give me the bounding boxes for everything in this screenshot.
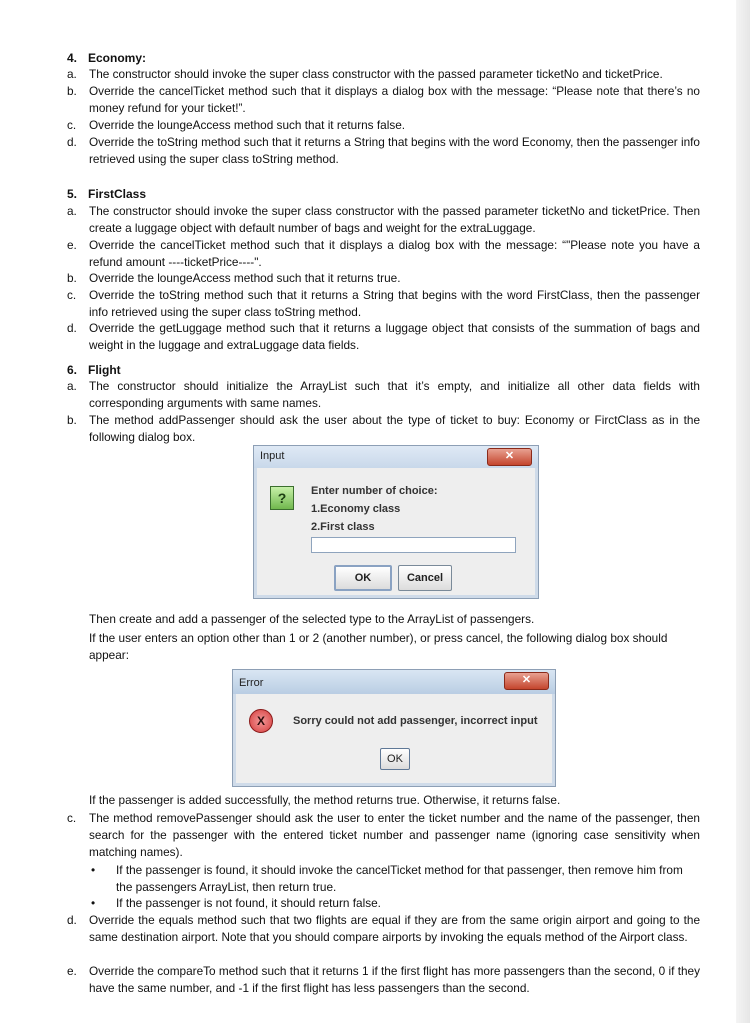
item-text: Override the compareTo method such that it returns 1 if the first flight has more passengers than the second, 0 if they have the same number, and -1 if the first flight has less passengers than the second. (89, 964, 700, 995)
list-item (67, 237, 700, 271)
item-label: c. (67, 811, 77, 825)
item-text: The constructor should invoke the super class constructor with the passed parameter ticketNo and ticketPrice. (89, 67, 663, 81)
item-text: Override the toString method such that it returns a String that begins with the word Economy, then the passenger info retrieved using the super class toString method. (89, 135, 700, 166)
item-label: b. (67, 271, 77, 285)
section-number: 6. (67, 363, 78, 377)
list-item (67, 320, 700, 354)
section-flight-heading (67, 362, 121, 378)
bullet-icon: • (91, 896, 96, 910)
item-label: a. (67, 204, 77, 218)
item-label: a. (67, 67, 77, 81)
item-text: Override the equals method such that two flights are equal if they are from the same origin airport and going to the same destination airport. Note that you should compare airports by invoking the equals method of the Airport class. (89, 913, 700, 944)
bullet-icon: • (91, 863, 96, 877)
item-text: Override the loungeAccess method such that it returns false. (89, 118, 406, 132)
item-label: b. (67, 84, 77, 98)
item-label: b. (67, 413, 77, 427)
cancel-button[interactable]: Cancel (398, 565, 452, 591)
bullet-text: If the passenger is not found, it should return false. (116, 896, 381, 910)
item-text: Override the getLuggage method such that it returns a luggage object that consists of the summation of bags and weight in the luggage and extraLuggage data fields. (89, 321, 700, 352)
section-economy-heading (67, 50, 146, 66)
ok-button[interactable]: OK (380, 748, 410, 770)
item-text: Override the loungeAccess method such that it returns true. (89, 271, 401, 285)
list-item (67, 83, 700, 117)
list-item (67, 117, 700, 134)
page-edge (736, 0, 750, 1023)
list-item (67, 270, 700, 287)
paragraph: Then create and add a passenger of the selected type to the ArrayList of passengers. (89, 612, 535, 626)
bullet-item (89, 862, 700, 896)
dialog-option-1: 1.Economy class (311, 503, 401, 515)
list-item (67, 912, 700, 963)
error-dialog (232, 669, 556, 787)
section-firstclass-heading (67, 186, 146, 202)
list-item (67, 412, 700, 446)
choice-input[interactable] (311, 537, 516, 553)
list-item (67, 963, 700, 997)
paragraph: If the passenger is added successfully, the method returns true. Otherwise, it returns false. (89, 793, 561, 807)
list-item (67, 287, 700, 321)
paragraph: If the user enters an option other than 1 or 2 (another number), or press cancel, the following dialog box should appear: (89, 631, 668, 662)
item-label: e. (67, 964, 77, 978)
error-icon: X (249, 709, 273, 733)
input-dialog (253, 445, 539, 599)
close-button[interactable]: ✕ (487, 448, 532, 466)
item-text: Override the cancelTicket method such that it displays a dialog box with the message: “Please note that there’s no money refund for your ticket!”. (89, 84, 700, 115)
item-label: e. (67, 238, 77, 252)
item-label: d. (67, 135, 77, 149)
section-number: 4. (67, 51, 78, 65)
bullet-item (89, 895, 700, 912)
dialog-option-2: 2.First class (311, 521, 375, 533)
item-text: Override the cancelTicket method such that it displays a dialog box with the message: “"Please note you have a refund amount ----ticketPrice----". (89, 238, 700, 269)
item-label: a. (67, 379, 77, 393)
list-item (67, 378, 700, 412)
close-button[interactable]: ✕ (504, 672, 549, 690)
item-label: c. (67, 288, 77, 302)
item-text: The method addPassenger should ask the user about the type of ticket to buy: Economy or FirctClass as in the following dialog box. (89, 413, 700, 444)
question-icon: ? (270, 486, 294, 510)
item-text: The method removePassenger should ask the user to enter the ticket number and the name of the passenger, then search for the passenger with the entered ticket number and passenger name (ignoring case sensitivity when matching names). (89, 811, 700, 859)
item-label: d. (67, 913, 77, 927)
list-item (67, 203, 700, 237)
dialog-title: Error (239, 677, 264, 689)
error-message: Sorry could not add passenger, incorrect input (293, 715, 538, 727)
list-item (67, 810, 700, 861)
ok-button[interactable]: OK (334, 565, 392, 591)
item-text: The constructor should initialize the ArrayList such that it’s empty, and initialize all other data fields with corresponding arguments with same names. (89, 379, 700, 410)
item-text: Override the toString method such that it returns a String that begins with the word FirstClass, then the passenger info retrieved using the super class toString method. (89, 288, 700, 319)
dialog-titlebar (233, 670, 555, 694)
item-label: d. (67, 321, 77, 335)
dialog-prompt: Enter number of choice: (311, 485, 438, 497)
dialog-title: Input (260, 450, 285, 462)
list-item (67, 66, 700, 83)
section-title: FirstClass (88, 187, 147, 201)
section-number: 5. (67, 187, 78, 201)
bullet-text: If the passenger is found, it should invoke the cancelTicket method for that passenger, then remove him from the passengers ArrayList, then return true. (116, 863, 683, 894)
item-label: c. (67, 118, 77, 132)
section-title: Economy: (88, 51, 147, 65)
item-text: The constructor should invoke the super class constructor with the passed parameter ticketNo and ticketPrice. Then create a luggage object with default number of bags and weight for the extraLuggage. (89, 204, 700, 235)
section-title: Flight (88, 363, 121, 377)
list-item (67, 134, 700, 168)
dialog-titlebar (254, 446, 538, 468)
